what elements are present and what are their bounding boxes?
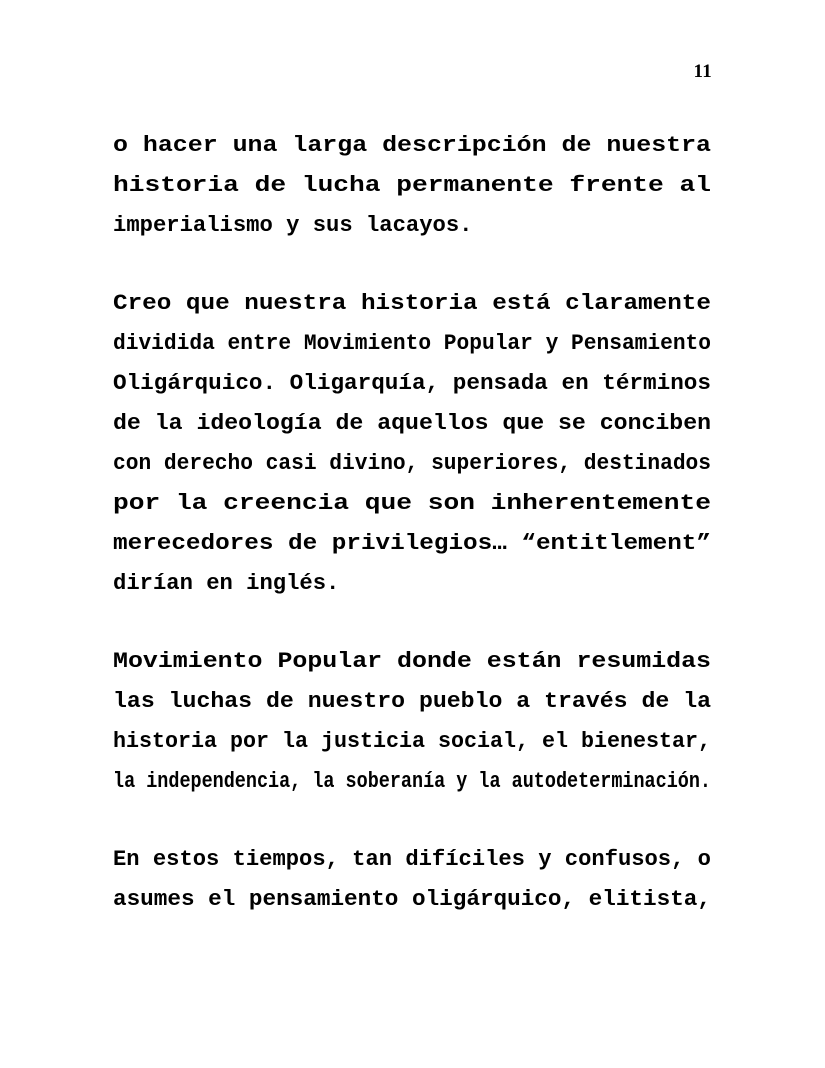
text-line: En estos tiempos, tan difíciles y confusos, o [113, 847, 711, 872]
text-line: o hacer una larga descripción de nuestra [113, 133, 711, 158]
paragraph [113, 840, 711, 920]
text-line: historia de lucha permanente frente al [113, 173, 712, 198]
text-line: merecedores de privilegios… “entitlement” [113, 531, 711, 556]
text-line: dirían en inglés. [113, 571, 340, 596]
text-line: la independencia, la soberanía y la autodeterminación. [113, 769, 711, 794]
text-line: asumes el pensamiento oligárquico, elitista, [113, 887, 711, 912]
text-line: Movimiento Popular donde están resumidas [113, 649, 711, 674]
text-line: de la ideología de aquellos que se conciben [113, 411, 712, 436]
text-line: por la creencia que son inherentemente [113, 491, 712, 516]
text-line: Creo que nuestra historia está claramente [113, 291, 711, 316]
paragraph [113, 642, 711, 802]
text-line: dividida entre Movimiento Popular y Pensamiento [113, 331, 712, 356]
text-line: las luchas de nuestro pueblo a través de la [113, 689, 712, 714]
paragraph [113, 284, 711, 604]
document-body [113, 126, 711, 920]
text-line: imperialismo y sus lacayos. [113, 213, 473, 238]
page-number: 11 [693, 61, 712, 82]
text-line: historia por la justicia social, el bienestar, [113, 729, 712, 754]
paragraph [113, 126, 711, 246]
text-line: Oligárquico. Oligarquía, pensada en términos [113, 371, 711, 396]
text-line: con derecho casi divino, superiores, destinados [113, 451, 712, 476]
